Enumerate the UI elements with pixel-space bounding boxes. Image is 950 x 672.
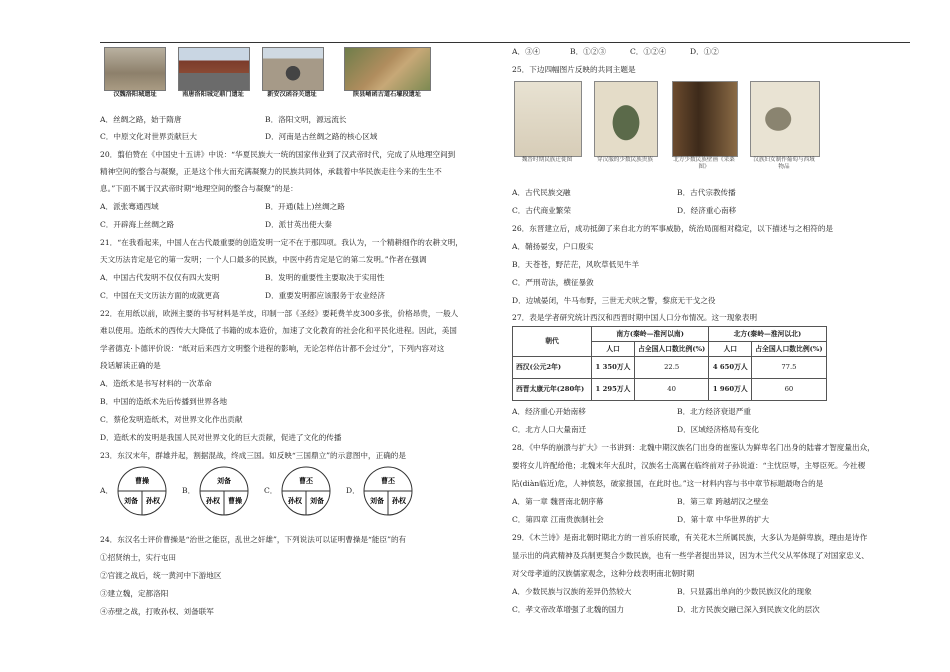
three-kingdoms-circle — [362, 465, 414, 517]
header-south-pop: 人口 — [592, 342, 635, 357]
q25-caption: 穿汉服的少数民族贵族 — [597, 157, 653, 163]
q28-stem-line: 要将女儿许配给他；北魏末年大乱时，汉族名士高翼在临终前对子孙说道：“主忧臣辱，主辱臣死。今社稷 — [512, 461, 866, 470]
q23-choice-letter: B． — [182, 486, 196, 495]
q24-stem: 24．东汉名士评价曹操是“治世之能臣，乱世之奸雄”，下列说法可以证明曹操是“能臣”的有 — [100, 535, 407, 544]
q28-option-b[interactable]: B．第三章 跨越胡汉之壁垒 — [677, 497, 769, 506]
q21-option-d[interactable]: D．重要发明都应该服务于农业经济 — [265, 291, 385, 300]
photo-xiaohan-road — [344, 47, 431, 91]
header-north-ratio: 占全国人口数比例(%) — [752, 342, 826, 357]
q20-stem-line: 20．翦伯赞在《中国史十五讲》中说：“华夏民族大一统的国家伟业到了汉武帝时代，完成了从地理空间到 — [100, 150, 456, 159]
q25-migration-map — [514, 81, 582, 157]
cell-south-ratio: 22.5 — [635, 357, 709, 379]
q26-option-b[interactable]: B．天苍苍，野茫茫，风吹草低见牛羊 — [512, 260, 640, 269]
header-rule — [100, 42, 910, 43]
q25-women-figures — [750, 81, 820, 157]
q19-option-a[interactable]: A．丝绸之路，始于隋唐 — [100, 115, 182, 124]
photo-dingding-gate — [178, 47, 250, 91]
q28-stem-line: 阽(diàn临近)危，人神愤怒，破家报国，在此时也。”这一材料内容与书中章节标题最吻合的是 — [512, 479, 824, 488]
q23-choice-letter: D． — [346, 486, 360, 495]
table-row — [513, 357, 827, 379]
q28-option-d[interactable]: D．第十章 中华世界的扩大 — [677, 515, 770, 524]
q24-item: ④赤壁之战，打败孙权、刘备联军 — [100, 607, 214, 616]
q25-caption: 魏晋时期民族迁徙图 — [521, 157, 573, 163]
header-south: 南方(秦岭—淮河以南) — [592, 327, 709, 342]
q24-option-c[interactable]: C．①②④ — [630, 47, 667, 56]
kingdom-label: 孙权 — [206, 497, 220, 505]
population-table — [512, 326, 827, 401]
cell-south-pop: 1 350万人 — [592, 357, 635, 379]
q24-option-b[interactable]: B．①②③ — [570, 47, 606, 56]
q26-option-c[interactable]: C．严刑苛法，横征暴敛 — [512, 278, 594, 287]
cell-south-ratio: 40 — [635, 379, 709, 401]
q27-stem: 27．表是学者研究统计西汉和西晋时期中国人口分布情况。这一现象表明 — [512, 313, 758, 322]
kingdom-label: 刘备 — [370, 497, 384, 505]
q26-stem: 26．东晋建立后，成功抵御了来自北方的军事威胁，统治局面相对稳定，以下描述与之相符的是 — [512, 224, 834, 233]
q26-option-a[interactable]: A．鞘扬晏安，户口殷实 — [512, 242, 594, 251]
q27-option-b[interactable]: B．北方经济衰退严重 — [677, 407, 751, 416]
q20-stem-line: 息。”下面不属于汉武帝时期“地理空间的整合与凝聚”的是： — [100, 184, 298, 193]
q20-option-b[interactable]: B．开通(陆上)丝绸之路 — [265, 202, 345, 211]
q20-stem-line: 精神空间的整合与凝聚，正是这个伟大而充满凝聚力的民族共同体，承载着中华民族走往今来的生生不 — [100, 167, 442, 176]
cell-north-ratio: 77.5 — [752, 357, 826, 379]
photo-hangu-pass — [262, 47, 324, 91]
photo-caption: 南唐洛阳城定鼎门遗址 — [182, 91, 244, 98]
q24-option-a[interactable]: A．③④ — [512, 47, 541, 56]
q22-stem-line: 难以使用。造纸术的西传大大降低了书籍的成本造价，加速了文化教育的社会化和平民化进程。因此，美国 — [100, 326, 457, 335]
q24-option-d[interactable]: D．①② — [690, 47, 719, 56]
q26-option-d[interactable]: D．边城晏闭，牛马布野，三世无犬吠之警，黎庶无干戈之役 — [512, 296, 716, 305]
q19-option-c[interactable]: C．中原文化对世界贡献巨大 — [100, 132, 197, 141]
q29-stem-line: 对父母孝道的汉族儒家观念，这种分歧表明南北朝时期 — [512, 569, 695, 578]
cell-north-pop: 1 960万人 — [709, 379, 752, 401]
q28-option-c[interactable]: C．第四章 江南贵族制社会 — [512, 515, 604, 524]
kingdom-label: 曹丕 — [299, 477, 313, 485]
q22-option-a[interactable]: A．造纸术是书写材料的一次革命 — [100, 379, 212, 388]
q21-option-a[interactable]: A．中国古代发明不仅仅有四大发明 — [100, 273, 220, 282]
q29-option-c[interactable]: C．孝文帝改革增强了北魏的国力 — [512, 605, 625, 614]
q28-stem-line: 28．《中华的崩溃与扩大》一书讲到：北魏中期汉族名门出身的崔鉴认为鲜卑名门出身的陆睿才智度量出众， — [512, 443, 875, 452]
q21-stem-line: 21．“在我看起来，中国人在古代最重要的创造发明一定不在于那四项。我认为，一个精耕细作的农耕文明， — [100, 238, 463, 247]
cell-north-ratio: 60 — [752, 379, 826, 401]
q25-caption: 汉族妇女制作葡萄与西域物品 — [753, 157, 815, 170]
q27-option-c[interactable]: C．北方人口大量南迁 — [512, 425, 587, 434]
cell-north-pop: 4 650万人 — [709, 357, 752, 379]
q29-option-a[interactable]: A．少数民族与汉族的差异仍然较大 — [512, 587, 632, 596]
q29-option-d[interactable]: D．北方民族交融已深入到民族文化的层次 — [677, 605, 820, 614]
q20-option-d[interactable]: D．派甘英出使大秦 — [265, 220, 332, 229]
cell-dynasty: 西晋太康元年(280年) — [513, 379, 592, 401]
q19-option-d[interactable]: D．河南是古丝绸之路的核心区域 — [265, 132, 378, 141]
q22-stem-line: 学者德克·卜德评价说：“纸对后来西方文明整个进程的影响，无论怎样估计都不会过分”，下列内容对这 — [100, 344, 445, 353]
kingdom-label: 刘备 — [124, 497, 138, 505]
photo-han-wei-luoyang — [104, 47, 166, 91]
three-kingdoms-circle — [280, 465, 332, 517]
q24-item: ③建立魏，定都洛阳 — [100, 589, 169, 598]
q25-option-c[interactable]: C．古代商业繁荣 — [512, 206, 571, 215]
q22-option-c[interactable]: C．蔡伦发明造纸术，对世界文化作出贡献 — [100, 415, 243, 424]
q25-stem: 25．下边四幅图片反映的共同主题是 — [512, 65, 636, 74]
q21-option-c[interactable]: C．中国在天文历法方面的成就更高 — [100, 291, 220, 300]
kingdom-label: 刘备 — [310, 497, 324, 505]
kingdom-label: 曹操 — [135, 477, 149, 485]
cell-dynasty: 西汉(公元2年) — [513, 357, 592, 379]
header-dynasty: 朝代 — [513, 327, 592, 357]
q23-choice-letter: C． — [264, 486, 278, 495]
q22-option-d[interactable]: D．造纸术的发明是我国人民对世界文化的巨大贡献，促进了文化的传播 — [100, 433, 342, 442]
q20-option-a[interactable]: A．派张骞通西域 — [100, 202, 159, 211]
q23-choice-letter: A． — [100, 486, 114, 495]
q24-item: ②官渡之战后，统一黄河中下游地区 — [100, 571, 222, 580]
kingdom-label: 曹操 — [228, 497, 242, 505]
photo-caption: 陕县崤函古道石壕段遗址 — [352, 91, 422, 98]
q25-mulberry-mural — [672, 81, 738, 157]
header-north: 北方(秦岭—淮河以北) — [709, 327, 826, 342]
table-row — [513, 379, 827, 401]
q20-option-c[interactable]: C．开辟海上丝绸之路 — [100, 220, 175, 229]
q25-noble-figure — [594, 81, 658, 157]
three-kingdoms-circle — [116, 465, 168, 517]
q22-option-b[interactable]: B．中国的造纸术先后传播到世界各地 — [100, 397, 228, 406]
q29-stem-line: 29．《木兰诗》是南北朝时期北方的一首乐府民歌，有关花木兰所属民族，大多认为是鲜卑族，理由是诗作 — [512, 533, 868, 542]
photo-caption: 汉魏洛阳城遗址 — [113, 91, 157, 98]
q28-option-a[interactable]: A．第一章 魏晋南北朝序幕 — [512, 497, 604, 506]
q21-stem-line: 天文历法肯定是它的第一发明；一个人口最多的民族，中医中药肯定是它的第二发明。”作者在强调 — [100, 255, 427, 264]
q21-option-b[interactable]: B．发明的重要性主要取决于实用性 — [265, 273, 385, 282]
q29-option-b[interactable]: B．只显露出单向的少数民族汉化的现象 — [677, 587, 812, 596]
photo-caption: 新安汉函谷关遗址 — [267, 91, 317, 98]
kingdom-label: 孙权 — [146, 497, 160, 505]
kingdom-label: 刘备 — [217, 477, 231, 485]
q24-item: ①招贤纳士，实行屯田 — [100, 553, 176, 562]
kingdom-label: 曹丕 — [381, 477, 395, 485]
q23-stem: 23．东汉末年，群雄并起，割据混战，终成三国。如反映“三国鼎立”的示意图中，正确的是 — [100, 451, 406, 460]
kingdom-label: 孙权 — [392, 497, 406, 505]
q25-option-a[interactable]: A．古代民族交融 — [512, 188, 571, 197]
q22-stem-line: 22．在用纸以前，欧洲主要的书写材料是羊皮，印制一部《圣经》要耗费羊皮300多张，价格昂贵，一般人 — [100, 309, 459, 318]
header-south-ratio: 占全国人口数比例(%) — [635, 342, 709, 357]
q22-stem-line: 段话解读正确的是 — [100, 361, 161, 370]
q27-option-a[interactable]: A．经济重心开始南移 — [512, 407, 586, 416]
q29-stem-line: 显示出的尚武精神及兵制更契合少数民族，也有一些学者提出异议，因为木兰代父从军体现了对国家忠义、 — [512, 551, 869, 560]
three-kingdoms-circle — [198, 465, 250, 517]
q19-option-b[interactable]: B．洛阳文明，源远流长 — [265, 115, 347, 124]
q25-option-d[interactable]: D．经济重心南移 — [677, 206, 737, 215]
header-north-pop: 人口 — [709, 342, 752, 357]
cell-south-pop: 1 295万人 — [592, 379, 635, 401]
q25-caption: 北方少数民族壁画《采桑图》 — [673, 157, 735, 170]
q25-option-b[interactable]: B．古代宗教传播 — [677, 188, 736, 197]
q27-option-d[interactable]: D．区域经济格局有变化 — [677, 425, 760, 434]
kingdom-label: 孙权 — [288, 497, 302, 505]
